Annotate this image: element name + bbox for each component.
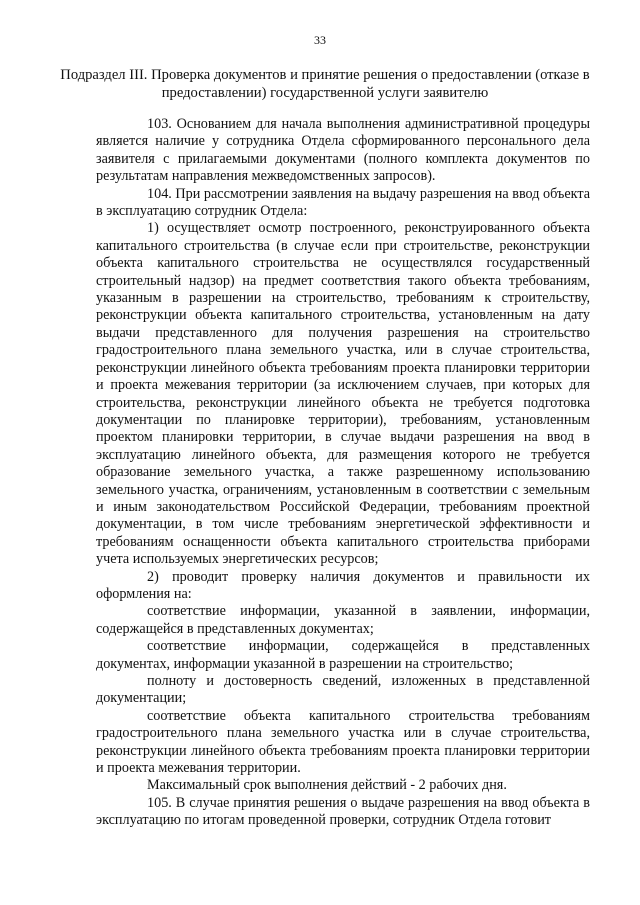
deadline-note: Максимальный срок выполнения действий - 2 рабочих дня.: [147, 777, 507, 794]
check-item-2: соответствие информации, содержащейся в представленных документах, информации указанной в разрешении на строительство;: [96, 638, 590, 672]
check-item-3: полноту и достоверность сведений, изложенных в представленной документации;: [96, 673, 590, 707]
paragraph-103: 103. Основанием для начала выполнения административной процедуры является наличие у сотрудника Отдела сформированного персонального дела заявителя с прилагаемыми документами (полного комплекта документов по результатам направления межведомственных запросов).: [96, 116, 590, 185]
paragraph-104: 104. При рассмотрении заявления на выдачу разрешения на ввод объекта в эксплуатацию сотрудник Отдела:: [96, 185, 590, 220]
body-text: [96, 116, 590, 830]
check-item-1: соответствие информации, указанной в заявлении, информации, содержащейся в представленных документах;: [96, 603, 590, 637]
paragraph-104-item-1: 1) осуществляет осмотр построенного, реконструированного объекта капитального строительства (в случае если при строительстве, реконструкции объекта капитального строительства не осуществлялся государственный строительный надзор) на предмет соответствия такого объекта требованиям, указанным в разрешении на строительство, требованиям к строительству, реконструкции объекта капитального строительства, установленным на дату выдачи представленного для получения разрешения на строительство градостроительного плана земельного участка, или в случае строительства, реконструкции линейного объекта требованиям проекта планировки территории и проекта межевания территории (за исключением случаев, при которых для строительства, реконструкции линейного объекта не требуется подготовка документации по планировке территории), требованиям, установленным проектом планировки территории, в случае выдачи разрешения на ввод в эксплуатацию линейного объекта, для размещения которого не требуется образование земельного участка, а также разрешенному использованию земельного участка, ограничениям, установленным в соответствии с земельным и иным законодательством Российской Федерации, требованиям проектной документации, в том числе требованиям энергетической эффективности и требованиям оснащенности объекта капитального строительства приборами учета используемых энергетических ресурсов;: [96, 220, 590, 568]
subsection-heading: Подраздел III. Проверка документов и принятие решения о предоставлении (отказе в предоставлении) государственной услуги заявителю: [60, 67, 590, 101]
check-item-4: соответствие объекта капитального строительства требованиям градостроительного плана земельного участка или в случае строительства, реконструкции линейного объекта требованиям проекта планировки территории и проекта межевания территории.: [96, 707, 590, 777]
page-number: 33: [314, 33, 326, 47]
paragraph-105: 105. В случае принятия решения о выдаче разрешения на ввод объекта в эксплуатацию по итогам проведенной проверки, сотрудник Отдела готовит: [96, 794, 590, 829]
paragraph-104-item-2: 2) проводит проверку наличия документов и правильности их оформления на:: [96, 568, 590, 602]
